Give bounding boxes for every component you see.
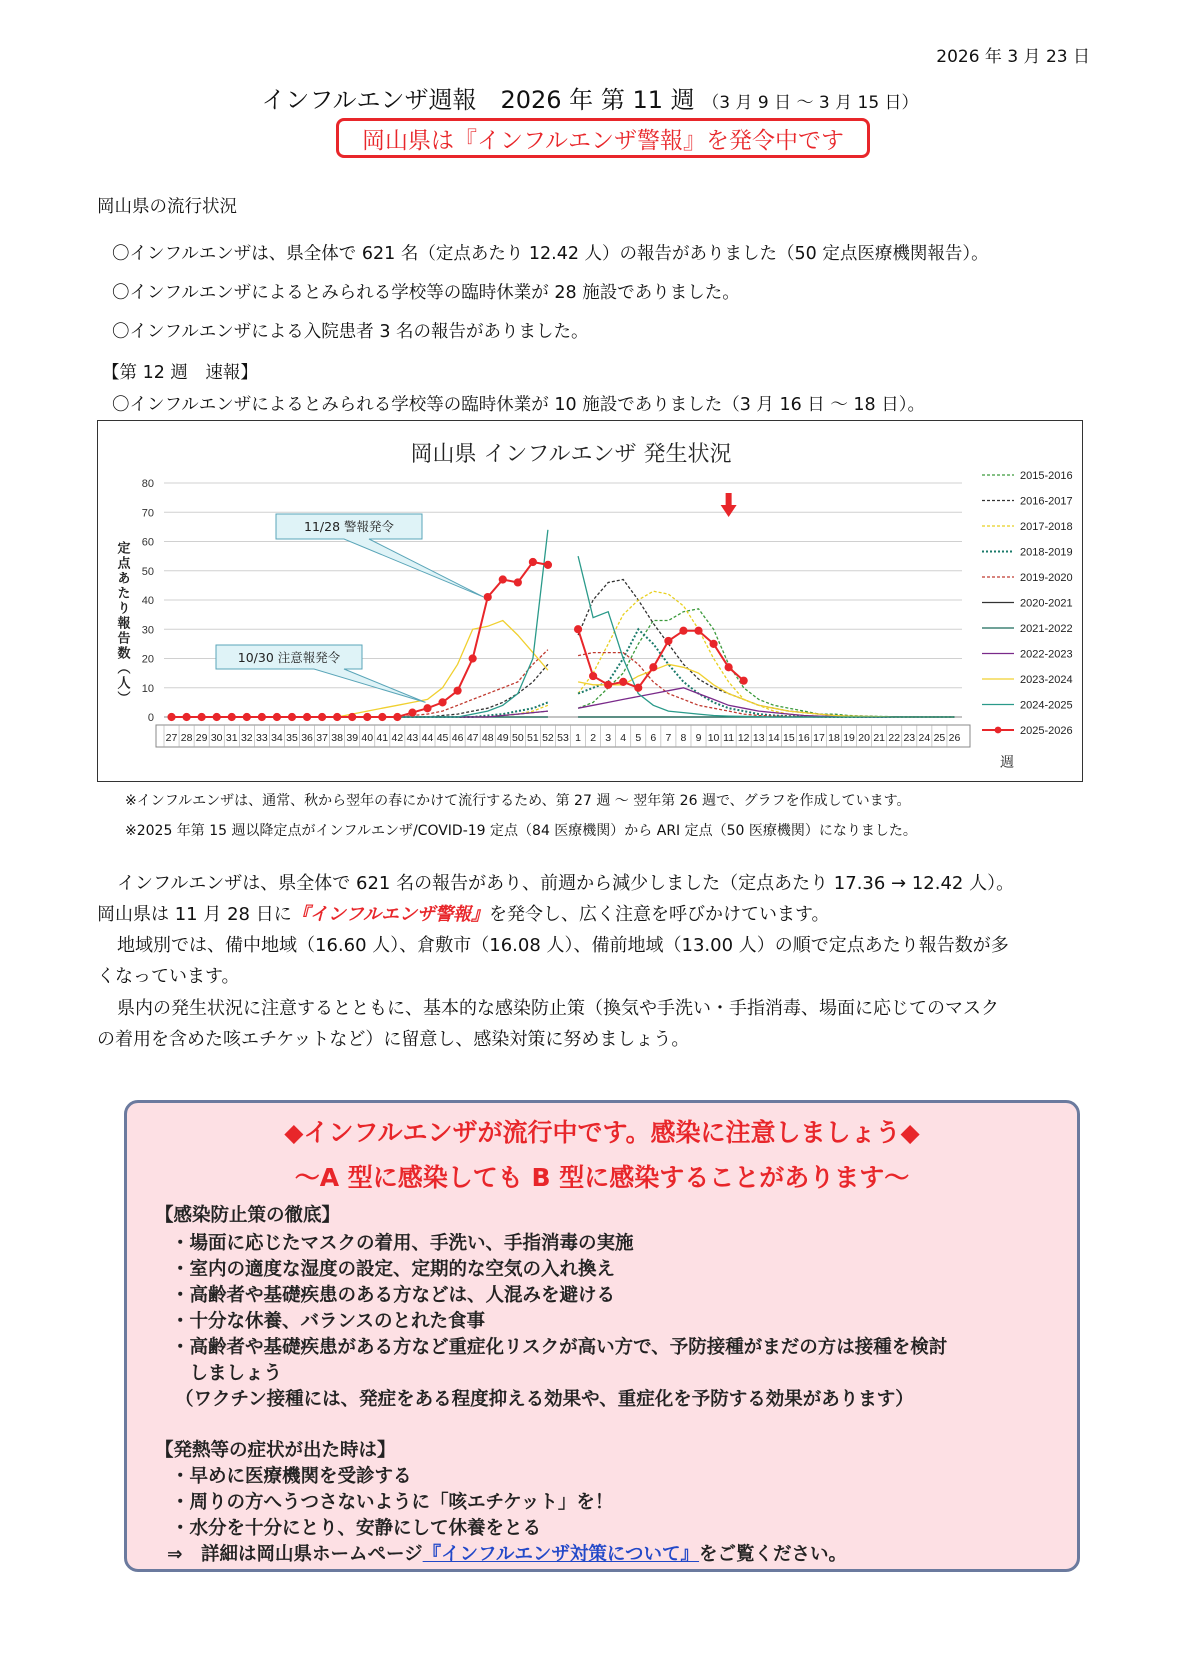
x-tick-label: 40	[361, 732, 374, 744]
data-point	[529, 558, 536, 565]
chart-note: ※2025 年第 15 週以降定点がインフルエンザ/COVID-19 定点（84 医療機関）から ARI 定点（50 医療機関）になりました。	[125, 823, 917, 839]
x-tick-label: 9	[695, 732, 702, 744]
x-tick-label: 47	[466, 732, 479, 744]
legend-label: 2016-2017	[1020, 495, 1073, 508]
influenza-measures-link[interactable]: 『インフルエンザ対策について』	[422, 1544, 700, 1565]
callout-advisory-text: 10/30 注意報発令	[237, 650, 341, 665]
x-tick-label: 19	[843, 732, 855, 744]
status-item: 〇インフルエンザは、県全体で 621 名（定点あたり 12.42 人）の報告がありました（50 定点医療機関報告）。	[112, 244, 989, 264]
chart-svg	[98, 421, 1082, 781]
legend-label: 2020-2021	[1020, 597, 1073, 610]
legend-label: 2018-2019	[1020, 546, 1073, 559]
x-tick-label: 37	[316, 732, 328, 744]
prevent-item: ・高齢者や基礎疾患のある方などは、人混みを避ける	[171, 1285, 616, 1306]
x-tick-label: 39	[346, 732, 359, 744]
x-tick-label: 27	[165, 732, 178, 744]
y-tick-label: 30	[141, 624, 154, 637]
prevent-item: ・場面に応じたマスクの着用、手洗い、手指消毒の実施	[171, 1233, 634, 1254]
prevent-item: ・高齢者や基礎疾患がある方など重症化リスクが高い方で、予防接種がまだの方は接種を検討	[171, 1337, 948, 1358]
title-period: （3 月 9 日 ～ 3 月 15 日）	[702, 93, 919, 113]
prevent-item: （ワクチン接種には、発症をある程度抑える効果や、重症化を予防する効果があります）	[175, 1389, 914, 1410]
detail-line	[167, 1540, 847, 1566]
x-tick-label: 41	[376, 732, 389, 744]
x-tick-label: 45	[436, 732, 449, 744]
data-point	[605, 681, 612, 688]
x-tick-label: 20	[858, 732, 870, 744]
alert-banner: 岡山県は『インフルエンザ警報』を発令中です	[336, 118, 870, 158]
region-text: 地域別では、備中地域（16.60 人）、倉敷市（16.08 人）、備前地域（13.00 人）の順で定点あたり報告数が多	[117, 935, 1009, 956]
x-tick-label: 2	[590, 732, 597, 744]
x-tick-label: 6	[650, 732, 657, 744]
x-tick-label: 34	[271, 732, 283, 744]
x-tick-label: 53	[557, 732, 569, 744]
x-tick-label: 31	[225, 732, 238, 744]
fever-item: ・水分を十分にとり、安静にして休養をとる	[171, 1518, 542, 1539]
data-point	[590, 672, 597, 679]
data-point	[379, 713, 386, 720]
page-title	[0, 80, 1180, 115]
data-point	[243, 713, 250, 720]
data-point	[424, 705, 431, 712]
y-axis-label: 定点あたり報告数（人）	[114, 541, 130, 706]
data-point	[635, 684, 642, 691]
x-tick-label: 16	[798, 732, 810, 744]
y-tick-label: 50	[141, 565, 154, 578]
x-tick-label: 13	[752, 732, 765, 744]
infobox-headline: ◆インフルエンザが流行中です。感染に注意しましょう◆	[284, 1118, 920, 1147]
y-tick-label: 70	[141, 507, 154, 520]
data-point	[439, 699, 446, 706]
x-tick-label: 26	[948, 732, 961, 744]
fever-item: ・周りの方へうつさないように「咳エチケット」を！	[171, 1492, 614, 1513]
data-point	[620, 678, 627, 685]
data-point	[183, 713, 190, 720]
legend-label: 2023-2024	[1020, 674, 1073, 686]
data-point	[409, 709, 416, 716]
data-point	[650, 664, 657, 671]
x-tick-label: 8	[680, 732, 687, 744]
y-tick-label: 20	[141, 653, 154, 666]
legend-label: 2022-2023	[1020, 648, 1073, 661]
data-point	[349, 713, 356, 720]
x-tick-label: 10	[707, 732, 720, 744]
data-point	[198, 713, 205, 720]
x-tick-label: 25	[933, 732, 946, 744]
x-tick-label: 1	[575, 732, 581, 744]
data-point	[665, 637, 672, 644]
report-date: 2026 年 3 月 23 日	[936, 47, 1090, 67]
flash-heading: 【第 12 週 速報】	[102, 363, 258, 383]
x-tick-label: 22	[888, 732, 901, 744]
x-tick-label: 5	[635, 732, 642, 744]
legend-label: 2017-2018	[1020, 521, 1073, 533]
data-point	[680, 627, 687, 634]
prevent-item: ・室内の適度な湿度の設定、定期的な空気の入れ換え	[171, 1259, 616, 1280]
x-tick-label: 12	[737, 732, 750, 744]
x-tick-label: 48	[481, 732, 494, 744]
x-tick-label: 30	[210, 732, 223, 744]
x-tick-label: 4	[620, 732, 627, 744]
x-tick-label: 52	[542, 732, 554, 744]
summary-text	[97, 900, 830, 926]
x-tick-label: 15	[783, 732, 795, 744]
y-tick-label: 80	[141, 478, 154, 490]
data-point	[288, 713, 295, 720]
x-tick-label: 14	[767, 732, 780, 744]
title-main: インフルエンザ週報 2026 年 第 11 週	[261, 86, 695, 114]
x-tick-label: 3	[605, 732, 612, 744]
status-item: 〇インフルエンザによるとみられる学校等の臨時休業が 28 施設でありました。	[112, 283, 740, 303]
influenza-chart	[97, 420, 1083, 782]
status-item: 〇インフルエンザによる入院患者 3 名の報告がありました。	[112, 322, 589, 342]
x-tick-label: 17	[813, 732, 825, 744]
x-tick-label: 38	[331, 732, 343, 744]
prevent-heading: 【感染防止策の徹底】	[155, 1205, 341, 1226]
y-tick-label: 40	[141, 595, 154, 607]
flash-item: 〇インフルエンザによるとみられる学校等の臨時休業が 10 施設でありました（3 月 16 日 ～ 18 日）。	[112, 395, 925, 415]
y-tick-label: 0	[147, 712, 154, 724]
x-tick-label: 24	[918, 732, 931, 744]
data-point	[484, 593, 491, 600]
x-tick-label: 23	[903, 732, 916, 744]
data-point	[168, 713, 175, 720]
x-tick-label: 32	[240, 732, 253, 744]
y-tick-label: 10	[141, 682, 154, 695]
x-tick-label: 29	[195, 732, 208, 744]
infobox-subheadline: ～A 型に感染しても B 型に感染することがあります～	[294, 1163, 910, 1192]
x-tick-label: 18	[828, 732, 840, 744]
data-point	[318, 713, 325, 720]
summary-text: インフルエンザは、県全体で 621 名の報告があり、前週から減少しました（定点あたり 17.36 → 12.42 人）。	[117, 873, 1015, 894]
data-point	[710, 640, 717, 647]
x-tick-label: 35	[286, 732, 298, 744]
x-tick-label: 49	[496, 732, 509, 744]
fever-item: ・早めに医療機関を受診する	[171, 1466, 412, 1487]
x-tick-label: 28	[180, 732, 193, 744]
legend-label: 2021-2022	[1020, 623, 1073, 635]
data-point	[454, 687, 461, 694]
data-point	[499, 576, 506, 583]
y-tick-label: 60	[141, 536, 154, 549]
data-point	[273, 713, 280, 720]
x-tick-label: 51	[527, 732, 539, 744]
data-point	[740, 677, 747, 684]
chart-title: 岡山県 インフルエンザ 発生状況	[410, 442, 732, 467]
legend-marker	[995, 727, 1002, 734]
legend-label: 2025-2026	[1020, 725, 1073, 737]
prevent-item: しましょう	[171, 1363, 283, 1384]
fever-heading: 【発熱等の症状が出た時は】	[155, 1440, 396, 1461]
prevent-item: ・十分な休養、バランスのとれた食事	[171, 1311, 485, 1332]
status-heading: 岡山県の流行状況	[97, 197, 237, 217]
x-tick-label: 36	[301, 732, 313, 744]
legend-label: 2024-2025	[1020, 699, 1073, 712]
data-point	[228, 713, 235, 720]
x-tick-label: 46	[451, 732, 464, 744]
summary-text-part: 岡山県は 11 月 28 日に	[97, 904, 292, 925]
detail-text: ⇒ 詳細は岡山県ホームページ	[167, 1544, 423, 1565]
x-axis-label: 週	[1000, 755, 1014, 771]
data-point	[544, 561, 551, 568]
x-tick-label: 7	[665, 732, 672, 744]
data-point	[725, 664, 732, 671]
warning-emphasis: 『インフルエンザ警報』	[291, 904, 489, 925]
callout-warning-text: 11/28 警報発令	[304, 519, 394, 534]
x-tick-label: 33	[256, 732, 268, 744]
data-point	[364, 713, 371, 720]
prevention-infobox	[124, 1100, 1080, 1572]
data-point	[695, 627, 702, 634]
x-tick-label: 43	[406, 732, 419, 744]
data-point	[213, 713, 220, 720]
x-tick-label: 11	[723, 732, 735, 744]
region-text: くなっています。	[97, 966, 240, 987]
x-tick-label: 42	[391, 732, 404, 744]
data-point	[469, 655, 476, 662]
data-point	[334, 713, 341, 720]
detail-text: をご覧ください。	[699, 1544, 848, 1565]
data-point	[258, 713, 265, 720]
advice-text: 県内の発生状況に注意するとともに、基本的な感染防止策（換気や手洗い・手指消毒、場面に応じてのマスク	[117, 998, 999, 1019]
x-tick-label: 50	[511, 732, 524, 744]
chart-note: ※インフルエンザは、通常、秋から翌年の春にかけて流行するため、第 27 週 ～ 翌年第 26 週で、グラフを作成しています。	[125, 793, 911, 809]
advice-text: の着用を含めた咳エチケットなど）に留意し、感染対策に努めましょう。	[97, 1029, 690, 1050]
x-tick-label: 44	[421, 732, 434, 744]
data-point	[394, 713, 401, 720]
summary-text-part: を発令し、広く注意を呼びかけています。	[488, 904, 830, 925]
data-point	[303, 713, 310, 720]
x-tick-label: 21	[873, 732, 886, 744]
data-point	[574, 626, 581, 633]
legend-label: 2019-2020	[1020, 572, 1073, 584]
legend-label: 2015-2016	[1020, 470, 1073, 482]
data-point	[514, 579, 521, 586]
